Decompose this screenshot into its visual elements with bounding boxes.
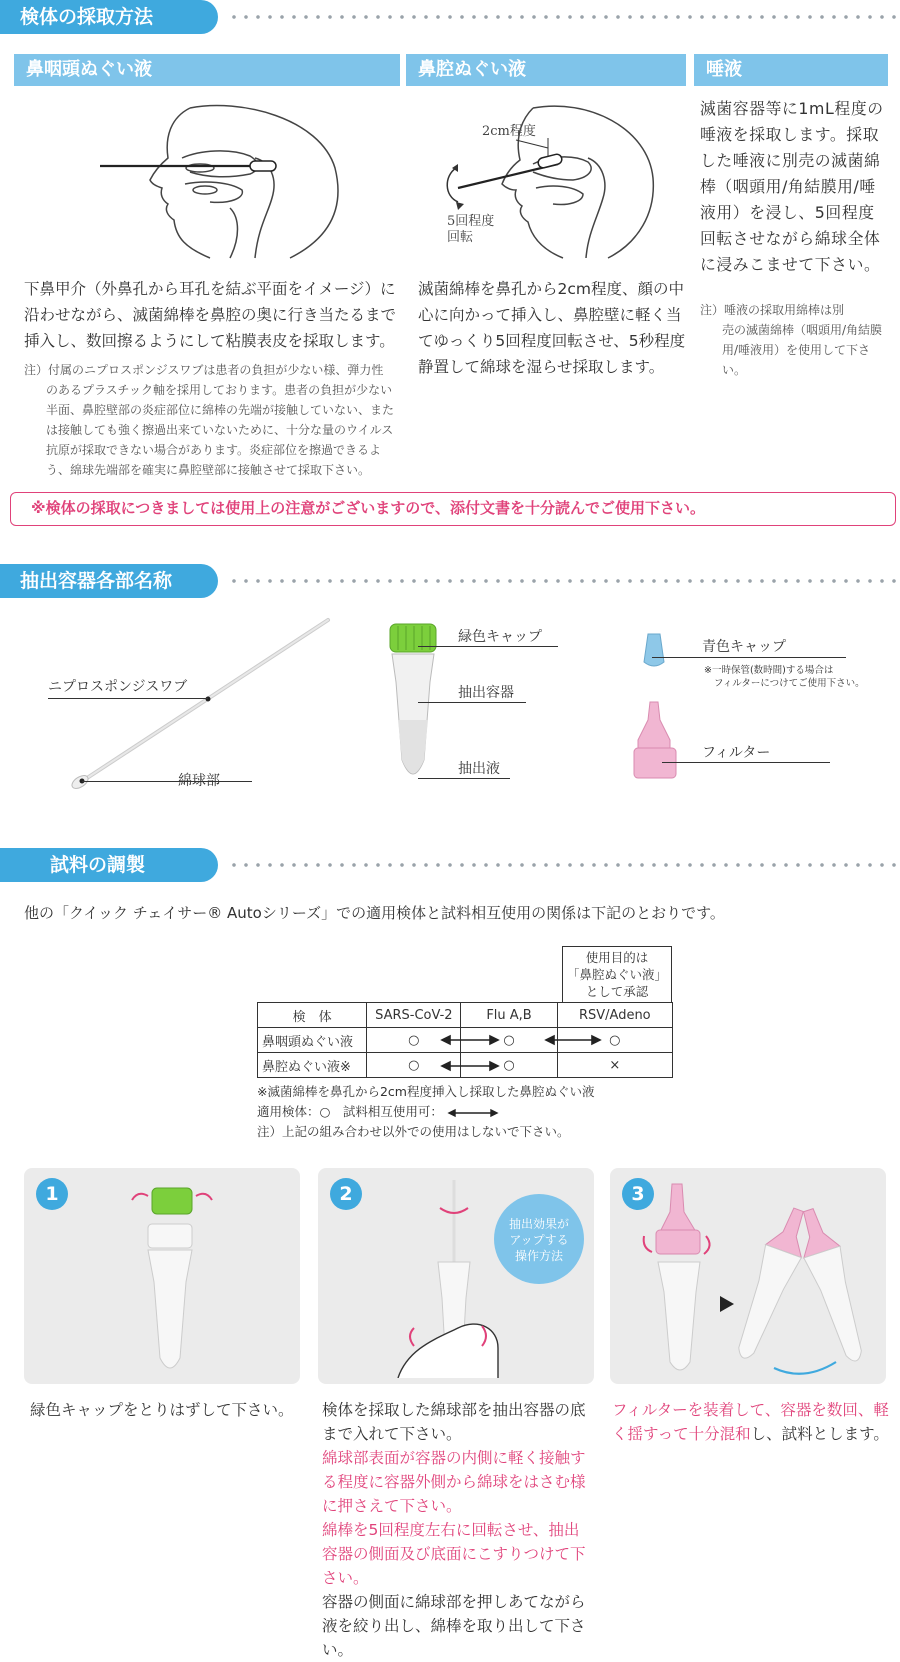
table-header-cell: Flu A,B [461, 1003, 557, 1028]
purpose-line2: 「鼻腔ぬぐい液」 [566, 967, 667, 982]
table-header-cell: RSV/Adeno [557, 1003, 672, 1028]
step-3-text [612, 1398, 890, 1446]
nasopharyngeal-note-body: のあるプラスチック軸を採用しております。患者の負担が少ない半面、鼻腔壁部の炎症部位に綿棒の先端が接触していない、または接触しても強く擦過出来ていないために、十分な量のウイルス抗原が採取できない場合があります。炎症部位を擦過できるよう、綿球先端部を確実に鼻腔壁部に接触させて採取下さい。 [46, 383, 395, 477]
saliva-note-body: 売の滅菌綿棒（咽頭用/角結膜用/唾液用）を使用して下さい。 [722, 323, 883, 377]
leader-line [418, 778, 510, 779]
collection-warning: ※検体の採取につきましては使用上の注意がございますので、添付文書を十分読んでご使用下さい。 [10, 492, 896, 526]
table-cell: ○ [367, 1028, 461, 1053]
nasopharyngeal-description: 下鼻甲介（外鼻孔から耳孔を結ぶ平面をイメージ）に沿わせながら、滅菌綿棒を鼻腔の奥に行き当たるまで挿入し、数回擦るようにして粘膜表皮を採取します。 [24, 280, 397, 350]
step-1-illustration [114, 1182, 224, 1372]
table-note-2-text: 適用検体：○ 試料相互使用可： [257, 1104, 443, 1119]
purpose-line3: として承認 [585, 984, 649, 999]
label-rotate: 回転 [447, 230, 474, 245]
blue-cap-note [704, 664, 865, 690]
step-1-panel [24, 1168, 300, 1384]
table-note-3: 注）上記の組み合わせ以外での使用はしないで下さい。 [257, 1124, 570, 1139]
step-3-text-pink: フィルターを装着して、容器を数回、軽く揺すって十分混和 [612, 1401, 889, 1443]
saliva-note [700, 300, 890, 380]
subheader-nasopharyngeal: 鼻咽頭ぬぐい液 [14, 54, 400, 86]
leader-line [48, 698, 208, 699]
saliva-note-lead: 注）唾液の採取用綿棒は別 [700, 303, 845, 317]
section-header-prep: 試料の調製 [0, 848, 218, 882]
nasopharyngeal-note-lead: 注）付属のニプロスポンジスワブは患者の負担が少ない様、弾力性 [24, 363, 384, 377]
tip-badge: 抽出効果がアップする操作方法 [494, 1194, 584, 1284]
step-2-text-c: 綿棒を5回程度左右に回転させ、抽出容器の側面及び底面にこすりつけて下さい。 [322, 1521, 586, 1587]
nasopharyngeal-illustration [90, 98, 400, 263]
table-cell: ○ [557, 1028, 672, 1053]
leader-line [652, 657, 846, 658]
cap-filter-illustration [630, 630, 690, 790]
subheader-nasal: 鼻腔ぬぐい液 [406, 54, 686, 86]
leader-line [418, 702, 526, 703]
step-number: 2 [330, 1178, 362, 1210]
double-arrow-icon [447, 1108, 499, 1118]
step-3-illustration [624, 1176, 880, 1380]
section-header-parts: 抽出容器各部名称 [0, 564, 218, 598]
swab-illustration [60, 612, 340, 792]
label-swab: ニプロスポンジスワブ [48, 679, 188, 695]
blue-cap-note-line1: ※一時保管(数時間)する場合は [704, 665, 834, 676]
section-divider [228, 15, 900, 19]
table-header-cell: SARS-CoV-2 [367, 1003, 461, 1028]
step-2-text-b: 綿球部表面が容器の内側に軽く接触する程度に容器外側から綿球をはさむ様に押さえて下さい。 [322, 1449, 586, 1515]
step-number: 1 [36, 1178, 68, 1210]
leader-line [662, 762, 830, 763]
prep-intro: 他の「クイック チェイサー® Autoシリーズ」での適用検体と試料相互使用の関係は下記のとおりです。 [24, 904, 725, 922]
section-header-collection: 検体の採取方法 [0, 0, 218, 34]
label-container: 抽出容器 [458, 685, 514, 701]
section-divider [228, 863, 900, 867]
blue-cap-note-line2: フィルターにつけてご使用下さい。 [714, 678, 865, 689]
table-header-row [258, 1003, 673, 1028]
table-cell: 鼻咽頭ぬぐい液 [258, 1028, 367, 1053]
label-extraction-liquid: 抽出液 [458, 761, 500, 777]
leader-line [82, 781, 252, 782]
table-cell: × [557, 1053, 672, 1078]
label-blue-cap: 青色キャップ [702, 639, 786, 655]
table-cell: ○ [461, 1028, 557, 1053]
label-rotate-5: 5回程度 [447, 214, 495, 229]
table-cell: ○ [461, 1053, 557, 1078]
purpose-line1: 使用目的は [585, 950, 649, 965]
table-notes [257, 1082, 594, 1142]
nasal-illustration [438, 98, 688, 263]
section-divider [228, 579, 900, 583]
label-swab-tip: 綿球部 [178, 773, 220, 789]
step-number: 3 [622, 1178, 654, 1210]
compat-arrows [438, 1028, 638, 1084]
table-header-cell: 検 体 [258, 1003, 367, 1028]
saliva-description: 滅菌容器等に1mL程度の唾液を採取します。採取した唾液に別売の滅菌綿棒（咽頭用/角結膜用/唾液用）を浸し、5回程度回転させながら綿球全体に浸みこませて下さい。 [700, 99, 884, 274]
label-filter: フィルター [702, 745, 771, 761]
leader-line [418, 646, 558, 647]
subheader-saliva: 唾液 [694, 54, 888, 86]
label-2cm: 2cm程度 [482, 124, 536, 139]
table-note-1: ※滅菌綿棒を鼻孔から2cm程度挿入し採取した鼻腔ぬぐい液 [257, 1084, 595, 1099]
nasal-description: 滅菌綿棒を鼻孔から2cm程度、顔の中心に向かって挿入し、鼻腔壁に軽く当てゆっくり5回程度回転させ、5秒程度静置して綿球を湿らせ採取します。 [418, 280, 686, 376]
step-3-text-plain: し、試料とします。 [750, 1425, 889, 1443]
step-2-text-a: 検体を採取した綿球部を抽出容器の底まで入れて下さい。 [322, 1401, 586, 1443]
step-2-illustration [378, 1178, 528, 1378]
step-2-panel [318, 1168, 594, 1384]
step-2-text-d: 容器の側面に綿球部を押しあてながら液を絞り出し、綿棒を取り出して下さい。 [322, 1593, 586, 1659]
table-cell: ○ [367, 1053, 461, 1078]
step-1-text: 緑色キャップをとりはずして下さい。 [30, 1401, 294, 1419]
nasopharyngeal-note [24, 360, 402, 480]
label-green-cap: 緑色キャップ [458, 629, 542, 645]
purpose-note-box [562, 946, 672, 1002]
step-2-text [322, 1398, 592, 1662]
step-3-panel [610, 1168, 886, 1384]
table-note-2 [257, 1102, 594, 1122]
table-cell: 鼻腔ぬぐい液※ [258, 1053, 367, 1078]
